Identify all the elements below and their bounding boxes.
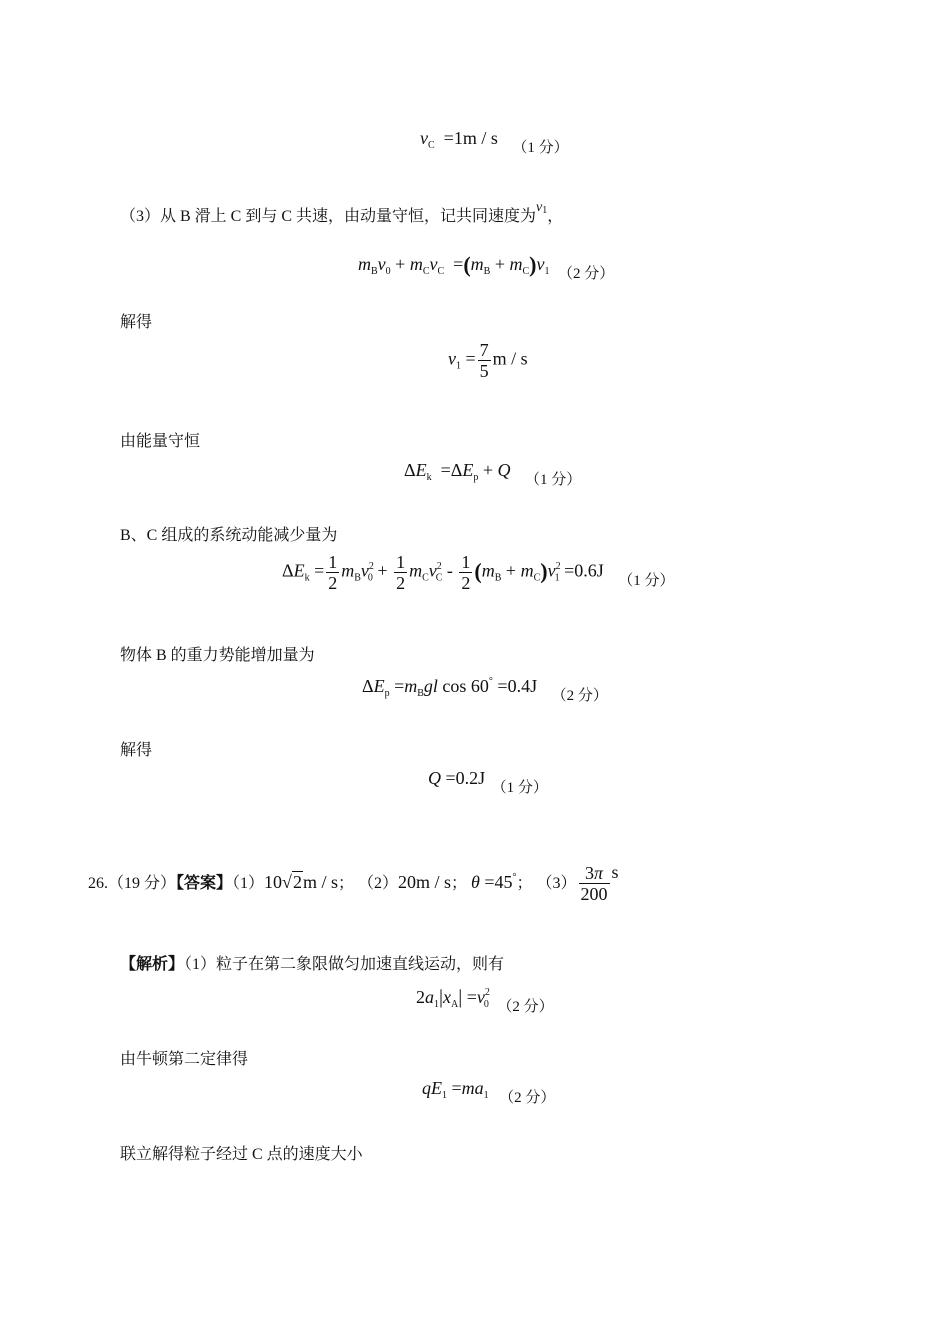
equation-vc: $v_C =1m / s$ $_{(1 分)}$	[420, 128, 569, 156]
answer-tag: 【答案】	[176, 875, 233, 892]
part2-value: 20m / s	[397, 872, 451, 892]
part3-intro: （3）从 B 滑上 C 到与 C 共速，由动量守恒，记共同速度为$v_1$，	[120, 200, 564, 225]
analysis-text: （1）粒子在第二象限做匀加速直线运动，则有	[184, 956, 505, 973]
newton-label: 由牛顿第二定律得	[120, 1051, 249, 1068]
equation-potential-gain: $\Delta E_p =m_Bgl$ cos 60° =0.4J $_{(2 分)}$	[362, 676, 608, 704]
heat-result: 0.2J	[455, 768, 486, 788]
kinetic-loss-result: 0.6J	[574, 560, 604, 581]
score-label: （2 分）	[557, 266, 615, 282]
equation-v1: $v_1$ = $\frac{7}{5}$ m / s	[448, 340, 528, 381]
analysis-tag: 【解析】	[120, 956, 185, 973]
equation-momentum: $m_Bv_0 + m_Cv_C =(m_B + m_C)v_1$ $_{(2 分)}$	[358, 252, 615, 282]
equation-kinematics: $2a_1|x_A| =v^2_0$ $_{(2 分)}$	[416, 986, 554, 1015]
sep: ；	[337, 875, 354, 892]
part3-unit: s	[611, 862, 619, 882]
part2-label: （2）	[357, 875, 398, 892]
solve-label-1: 解得	[120, 314, 153, 331]
final-label: 联立解得粒子经过 C 点的速度大小	[120, 1146, 363, 1163]
score-label: （1 分）	[618, 572, 675, 589]
equation-newton: $qE_1 =ma_1$ $_{(2 分)}$	[422, 1078, 556, 1106]
score-label: （1 分）	[524, 472, 582, 488]
part3-label: （3）	[536, 875, 577, 892]
sep: ；	[516, 875, 533, 892]
question-points: （19 分）	[108, 875, 177, 892]
part1-label: （1）	[232, 875, 265, 892]
question-number: 26.	[88, 875, 108, 892]
equation-heat: Q =0.2J $_{(1 分)}$	[428, 768, 548, 796]
bc-kinetic-label: B、C 组成的系统动能减少量为	[120, 527, 338, 544]
question-26-answer: 26.（19 分）【答案】（1）10√2m / s； （2）20m / s； θ =45°； （3） $\frac{3\pi}{200}$ s	[88, 862, 619, 905]
score-label: （2 分）	[551, 688, 608, 704]
sep: ；	[451, 875, 468, 892]
score-label: （2 分）	[497, 999, 554, 1015]
energy-conservation-label: 由能量守恒	[120, 433, 201, 450]
part3-intro-tail: ，	[547, 208, 564, 225]
equation-kinetic-loss: $\Delta E_k$ = $\frac{1}{2}$ $m_Bv^2_0$ + $\frac{1}{2}$ $m_Cv^2_C$ - $\frac{1}{2}$ $(m_B + m_C)v^2_1 =0.6J$ $_{(1 分)}$	[282, 552, 675, 593]
gravity-pe-label: 物体 B 的重力势能增加量为	[120, 647, 315, 664]
potential-gain-result: 0.4J	[507, 676, 538, 696]
score-label: （1 分）	[491, 780, 548, 796]
part3-intro-text: （3）从 B 滑上 C 到与 C 共速，由动量守恒，记共同速度为	[120, 208, 537, 225]
equation-energy: $\Delta E_k =\Delta E_p + Q$ $_{(1 分)}$	[404, 460, 582, 488]
solve-label-2: 解得	[120, 742, 153, 759]
score-label: （1 分）	[512, 140, 569, 156]
score-label: （2 分）	[499, 1090, 556, 1106]
analysis-line	[120, 951, 504, 974]
